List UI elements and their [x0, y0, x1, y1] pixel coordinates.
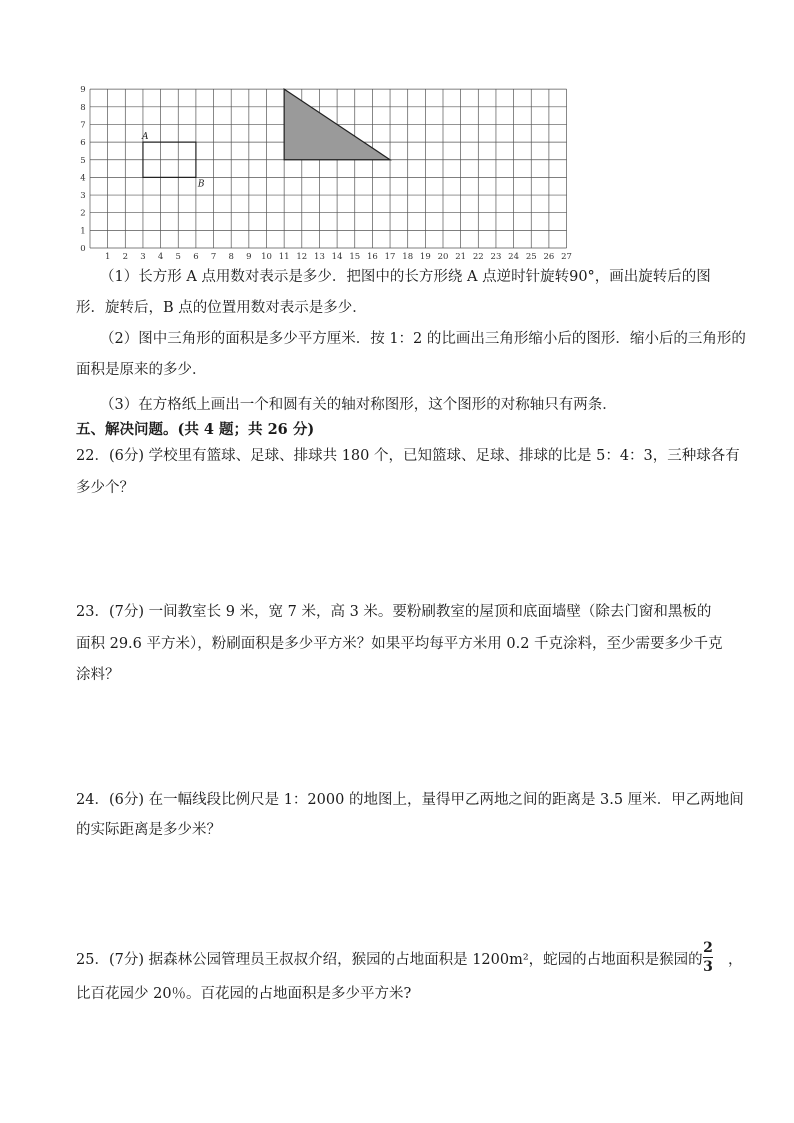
x-tick-label: 11: [278, 252, 290, 262]
q25-line1-start: 25．(7分) 据森林公园管理员王叔叔介绍，猴园的占地面积是 1200m²，蛇园的占地面积是猴园的: [76, 952, 703, 968]
q21-part3: （3）在方格纸上画出一个和圆有关的轴对称图形，这个图形的对称轴只有两条．: [100, 397, 617, 413]
x-tick-label: 18: [402, 252, 414, 262]
x-tick-label: 25: [525, 252, 537, 262]
q21-part2-line2: 面积是原来的多少．: [76, 362, 207, 378]
q24-line1: 24．(6分) 在一幅线段比例尺是 1：2000 的地图上，量得甲乙两地之间的距离是 3.5 厘米．甲乙两地间: [76, 792, 744, 808]
q24-line2: 的实际距离是多少米？: [76, 822, 221, 838]
x-axis-tick-labels: [105, 252, 572, 262]
x-tick-label: 7: [210, 252, 217, 262]
q23-line3: 涂料？: [76, 667, 120, 683]
y-tick-label: 8: [80, 102, 86, 113]
q22-line2: 多少个？: [76, 480, 134, 496]
x-tick-label: 3: [140, 252, 146, 262]
y-tick-label: 9: [80, 85, 86, 96]
x-tick-label: 27: [561, 252, 572, 262]
x-tick-label: 2: [122, 252, 129, 262]
q25-line2: 比百花园少 20％。百花园的占地面积是多少平方米?: [76, 986, 412, 1002]
x-tick-label: 22: [472, 252, 484, 262]
x-tick-label: 1: [104, 252, 111, 262]
x-tick-label: 26: [543, 252, 555, 262]
y-tick-label: 5: [80, 155, 86, 166]
x-tick-label: 10: [261, 252, 272, 262]
x-tick-label: 13: [314, 252, 325, 262]
y-tick-label: 7: [80, 120, 86, 131]
y-tick-label: 4: [80, 173, 86, 184]
x-tick-label: 6: [193, 252, 199, 262]
point-b-label: B: [197, 179, 205, 190]
x-tick-label: 12: [296, 252, 308, 262]
section-title: 五、解决问题。(共 4 题；共 26 分): [76, 421, 315, 438]
fraction-numerator: 2: [703, 940, 713, 956]
x-tick-label: 4: [157, 252, 164, 262]
grid-lines: [90, 89, 567, 248]
x-tick-label: 24: [508, 252, 520, 262]
q23-line1: 23．(7分) 一间教室长 9 米，宽 7 米，高 3 米。要粉刷教室的屋顶和底面墙壁（除去门窗和黑板的: [76, 604, 712, 620]
x-tick-label: 19: [419, 252, 431, 262]
x-tick-label: 15: [349, 252, 361, 262]
y-tick-label: 1: [80, 226, 86, 237]
x-tick-label: 21: [455, 252, 467, 262]
y-tick-label: 2: [80, 208, 86, 219]
x-tick-label: 17: [384, 252, 396, 262]
x-tick-label: 14: [331, 252, 343, 262]
x-tick-label: 8: [228, 252, 234, 262]
q21-part1-line2: 形．旋转后，B 点的位置用数对表示是多少．: [76, 300, 367, 316]
point-a-label: A: [141, 132, 149, 143]
y-tick-label: 0: [80, 244, 86, 254]
x-tick-label: 5: [175, 252, 181, 262]
q22-line1: 22．(6分) 学校里有篮球、足球、排球共 180 个，已知篮球、足球、排球的比是 5：4：3，三种球各有: [76, 448, 740, 464]
q21-part1-line1: （1）长方形 A 点用数对表示是多少．把图中的长方形绕 A 点逆时针旋转90°，画出旋转后的图: [100, 269, 711, 285]
x-tick-label: 16: [366, 252, 378, 262]
fraction-bar: [703, 957, 713, 958]
y-tick-label: 3: [80, 191, 86, 202]
y-tick-label: 6: [80, 138, 86, 149]
fraction-denominator: 3: [703, 959, 713, 975]
y-axis-tick-labels: [80, 85, 85, 254]
coordinate-grid-figure: [74, 80, 584, 265]
q23-line2: 面积 29.6 平方米），粉刷面积是多少平方米？如果平均每平方米用 0.2 千克涂料，至少需要多少千克: [76, 636, 723, 652]
x-tick-label: 23: [490, 252, 502, 262]
q25-line1-end: ，: [728, 952, 743, 968]
x-tick-label: 9: [246, 252, 252, 262]
q21-part2-line1: （2）图中三角形的面积是多少平方厘米．按 1：2 的比画出三角形缩小后的图形．缩小后的三角形的: [100, 331, 746, 347]
x-tick-label: 20: [437, 252, 449, 262]
